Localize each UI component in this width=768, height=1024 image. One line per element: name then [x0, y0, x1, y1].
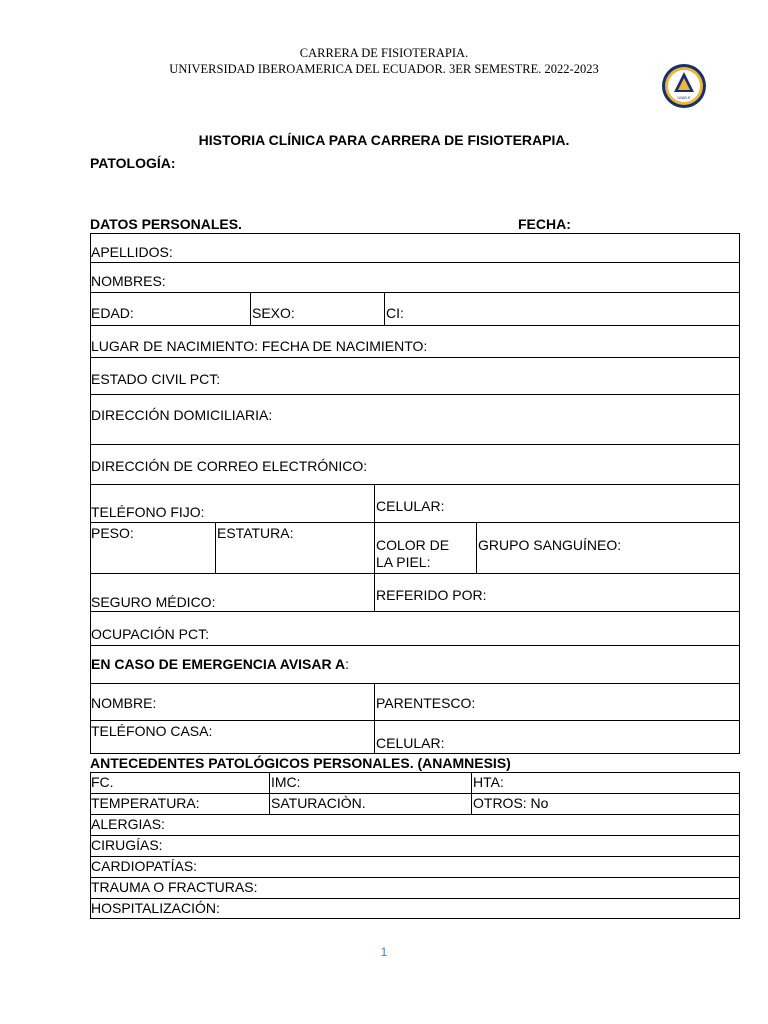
row-divider	[90, 645, 740, 646]
row-divider	[90, 835, 740, 836]
hta-field[interactable]: HTA:	[473, 774, 504, 790]
estatura-field[interactable]: ESTATURA:	[217, 525, 294, 541]
row-divider	[90, 573, 740, 574]
patologia-label: PATOLOGÍA:	[90, 155, 176, 171]
col-divider	[250, 292, 251, 325]
row-divider	[90, 394, 740, 395]
document-title: HISTORIA CLÍNICA PARA CARRERA DE FISIOTERAPIA.	[198, 132, 570, 148]
direccion-domiciliaria-field[interactable]: DIRECCIÓN DOMICILIARIA:	[91, 407, 273, 423]
col-divider	[374, 484, 375, 573]
row-divider	[90, 814, 740, 815]
header-institution-line1: CARRERA DE FISIOTERAPIA.	[299, 46, 469, 60]
row-divider	[90, 262, 740, 263]
col-divider	[374, 573, 375, 611]
row-divider	[90, 683, 740, 684]
lugar-fecha-nacimiento-field[interactable]: LUGAR DE NACIMIENTO: FECHA DE NACIMIENTO:	[91, 338, 428, 354]
row-divider	[90, 898, 740, 899]
emergencia-nombre-field[interactable]: NOMBRE:	[91, 695, 157, 711]
personal-data-table	[90, 233, 740, 754]
row-divider	[90, 325, 740, 326]
col-divider	[269, 772, 270, 814]
emergencia-celular-field[interactable]: CELULAR:	[376, 735, 445, 751]
emergencia-colon: :	[345, 656, 349, 672]
row-divider	[90, 522, 740, 523]
row-divider	[90, 877, 740, 878]
peso-field[interactable]: PESO:	[91, 525, 134, 541]
ocupacion-field[interactable]: OCUPACIÓN PCT:	[91, 626, 209, 642]
row-divider	[90, 292, 740, 293]
color-piel-field-line1[interactable]: COLOR DE	[376, 537, 450, 553]
celular-field[interactable]: CELULAR:	[376, 498, 445, 514]
header-institution-line2: UNIVERSIDAD IBEROAMERICA DEL ECUADOR. 3ER SEMESTRE. 2022-2023	[169, 62, 599, 76]
correo-electronico-field[interactable]: DIRECCIÓN DE CORREO ELECTRÓNICO:	[91, 458, 368, 474]
row-divider	[90, 611, 740, 612]
row-divider	[90, 357, 740, 358]
col-divider	[384, 292, 385, 325]
row-divider	[90, 484, 740, 485]
telefono-fijo-field[interactable]: TELÉFONO FIJO:	[91, 504, 205, 520]
row-divider	[90, 793, 740, 794]
page-number: 1	[380, 945, 388, 959]
grupo-sanguineo-field[interactable]: GRUPO SANGUÍNEO:	[478, 537, 622, 553]
antecedentes-heading: ANTECEDENTES PATOLÓGICOS PERSONALES. (ANAMNESIS)	[90, 755, 511, 771]
row-divider	[90, 444, 740, 445]
col-divider	[215, 522, 216, 573]
logo-text: UNIB.E	[677, 95, 691, 100]
apellidos-field[interactable]: APELLIDOS:	[91, 244, 173, 260]
imc-field[interactable]: IMC:	[271, 774, 301, 790]
seguro-medico-field[interactable]: SEGURO MÉDICO:	[91, 594, 216, 610]
referido-por-field[interactable]: REFERIDO POR:	[376, 587, 487, 603]
emergencia-label	[91, 657, 349, 672]
cirugias-field[interactable]: CIRUGÍAS:	[91, 837, 163, 853]
temperatura-field[interactable]: TEMPERATURA:	[91, 795, 200, 811]
col-divider	[476, 522, 477, 573]
estado-civil-field[interactable]: ESTADO CIVIL PCT:	[91, 371, 221, 387]
parentesco-field[interactable]: PARENTESCO:	[376, 695, 476, 711]
otros-field[interactable]: OTROS: No	[473, 795, 549, 811]
edad-field[interactable]: EDAD:	[91, 305, 134, 321]
trauma-fracturas-field[interactable]: TRAUMA O FRACTURAS:	[91, 879, 258, 895]
col-divider	[471, 772, 472, 814]
cardiopatias-field[interactable]: CARDIOPATÍAS:	[91, 858, 198, 874]
sexo-field[interactable]: SEXO:	[252, 305, 295, 321]
telefono-casa-field[interactable]: TELÉFONO CASA:	[91, 723, 213, 739]
university-logo	[661, 62, 707, 110]
row-divider	[90, 856, 740, 857]
hospitalizacion-field[interactable]: HOSPITALIZACIÓN:	[91, 900, 220, 916]
col-divider	[374, 683, 375, 754]
fc-field[interactable]: FC.	[91, 774, 114, 790]
color-piel-field-line2[interactable]: LA PIEL:	[376, 554, 431, 570]
saturacion-field[interactable]: SATURACIÒN.	[271, 795, 366, 811]
row-divider	[90, 720, 740, 721]
datos-personales-heading: DATOS PERSONALES.	[90, 216, 242, 232]
ci-field[interactable]: CI:	[386, 305, 404, 321]
alergias-field[interactable]: ALERGIAS:	[91, 816, 165, 832]
nombres-field[interactable]: NOMBRES:	[91, 273, 166, 289]
fecha-label: FECHA:	[518, 216, 571, 232]
emergencia-text: EN CASO DE EMERGENCIA AVISAR A	[91, 656, 346, 672]
